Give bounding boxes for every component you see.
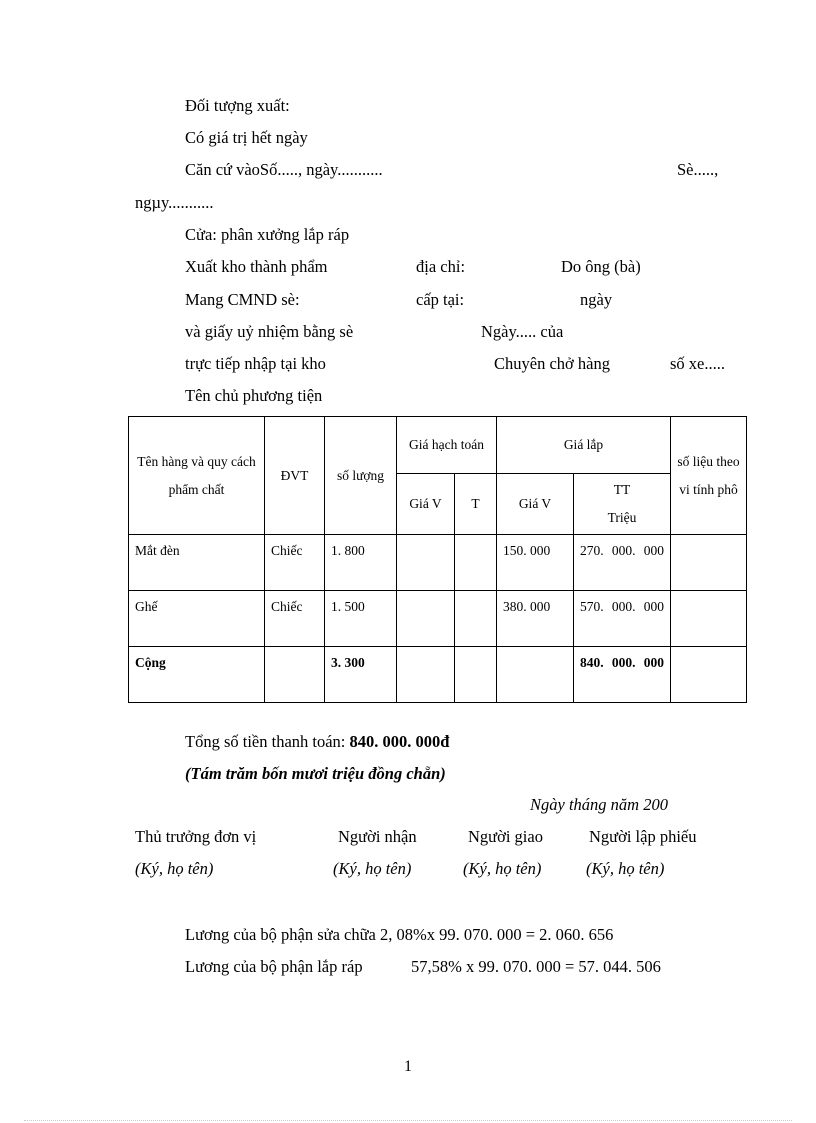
page-number: 1 [404,1058,412,1075]
cell-total: 570. 000. 000 [574,591,671,647]
header-tt: TT [613,482,631,497]
cell-unit: Chiếc [265,535,325,591]
cell-name: Ghế [129,591,265,647]
line-workshop: Cửa: phân xưởng lắp ráp [185,225,350,244]
cell-empty [671,647,747,703]
line-id-card: Mang CMND sè: [185,290,300,309]
signature-receiver-title: Người nhận [338,827,417,846]
amount-in-words: (Tám trăm bốn mươi triệu đồng chẵn) [185,764,446,783]
signature-head-title: Thủ trưởng đơn vị [135,827,257,846]
cell-empty [455,647,497,703]
salary-assembly-value: 57,58% x 99. 070. 000 = 57. 044. 506 [411,957,661,976]
total-payment-value: 840. 000. 000đ [349,732,450,751]
header-quantity: số lượng [325,417,397,535]
signature-head-note: (Ký, họ tên) [135,859,214,878]
cell-unit-price: 150. 000 [497,535,574,591]
total-payment-label: Tổng số tiền thanh toán: [185,732,350,751]
cell-quantity: 1. 800 [325,535,397,591]
cell-total-quantity: 3. 300 [325,647,397,703]
line-date: ngµy........... [135,193,214,212]
header-name: Tên hàng và quy cách phẩm chất [129,417,265,535]
signature-receiver-note: (Ký, họ tên) [333,859,412,878]
table-row [129,591,747,647]
cell-accounting-t [455,591,497,647]
total-payment [185,732,449,752]
signature-deliverer-note: (Ký, họ tên) [463,859,542,878]
line-address-label: địa chỉ: [416,257,466,276]
header-total [574,474,671,535]
goods-table [128,416,747,703]
line-issued-at: cấp tại: [416,290,465,309]
line-based-on: Căn cứ vàoSố....., ngày........... [185,160,383,179]
header-million: Triệu [607,510,637,525]
date-line: Ngày tháng năm 200 [530,795,668,814]
header-unit-price-1: Giá V [397,474,455,535]
line-issued-date: ngày [580,290,613,309]
line-vehicle-number: số xe..... [670,354,725,373]
cell-accounting-t [455,535,497,591]
header-unit: ĐVT [265,417,325,535]
cell-empty [397,647,455,703]
cell-total: 270. 000. 000 [574,535,671,591]
line-number: Sè....., [677,160,719,179]
line-receive-at: trực tiếp nhập tại kho [185,354,326,373]
cell-note [671,591,747,647]
signature-preparer-note: (Ký, họ tên) [586,859,665,878]
cell-unit: Chiếc [265,591,325,647]
signature-preparer-title: Người lập phiếu [589,827,697,846]
page-bottom-border [24,1120,792,1121]
line-valid-until: Có giá trị hết ngày [185,128,308,147]
cell-unit-price: 380. 000 [497,591,574,647]
total-row [129,647,747,703]
header-computer-data: số liệu theo vi tính phô [671,417,747,535]
cell-grand-total: 840. 000. 000 [574,647,671,703]
line-by-person: Do ông (bà) [561,257,641,276]
signature-deliverer-title: Người giao [468,827,543,846]
cell-name: Mắt đèn [129,535,265,591]
cell-empty [497,647,574,703]
line-authorization-date: Ngày..... của [481,322,564,341]
salary-repair: Lương của bộ phận sửa chữa 2, 08%x 99. 070. 000 = 2. 060. 656 [185,925,614,944]
cell-accounting-price [397,535,455,591]
header-unit-price-2: Giá V [497,474,574,535]
salary-assembly-label: Lương của bộ phận lắp ráp [185,957,363,976]
line-authorization: và giấy uỷ nhiệm bằng sè [185,322,354,341]
cell-quantity: 1. 500 [325,591,397,647]
header-t: T [455,474,497,535]
line-transport: Chuyên chở hàng [494,354,610,373]
cell-accounting-price [397,591,455,647]
cell-note [671,535,747,591]
cell-total-label: Cộng [129,647,265,703]
cell-empty [265,647,325,703]
line-export-label: Xuất kho thành phẩm [185,257,328,276]
header-accounting-price: Giá hạch toán [397,417,497,474]
table-row [129,535,747,591]
header-assembly-price: Giá lắp [497,417,671,474]
line-vehicle-owner: Tên chủ phương tiện [185,386,323,405]
line-object: Đối tượng xuất: [185,96,290,115]
